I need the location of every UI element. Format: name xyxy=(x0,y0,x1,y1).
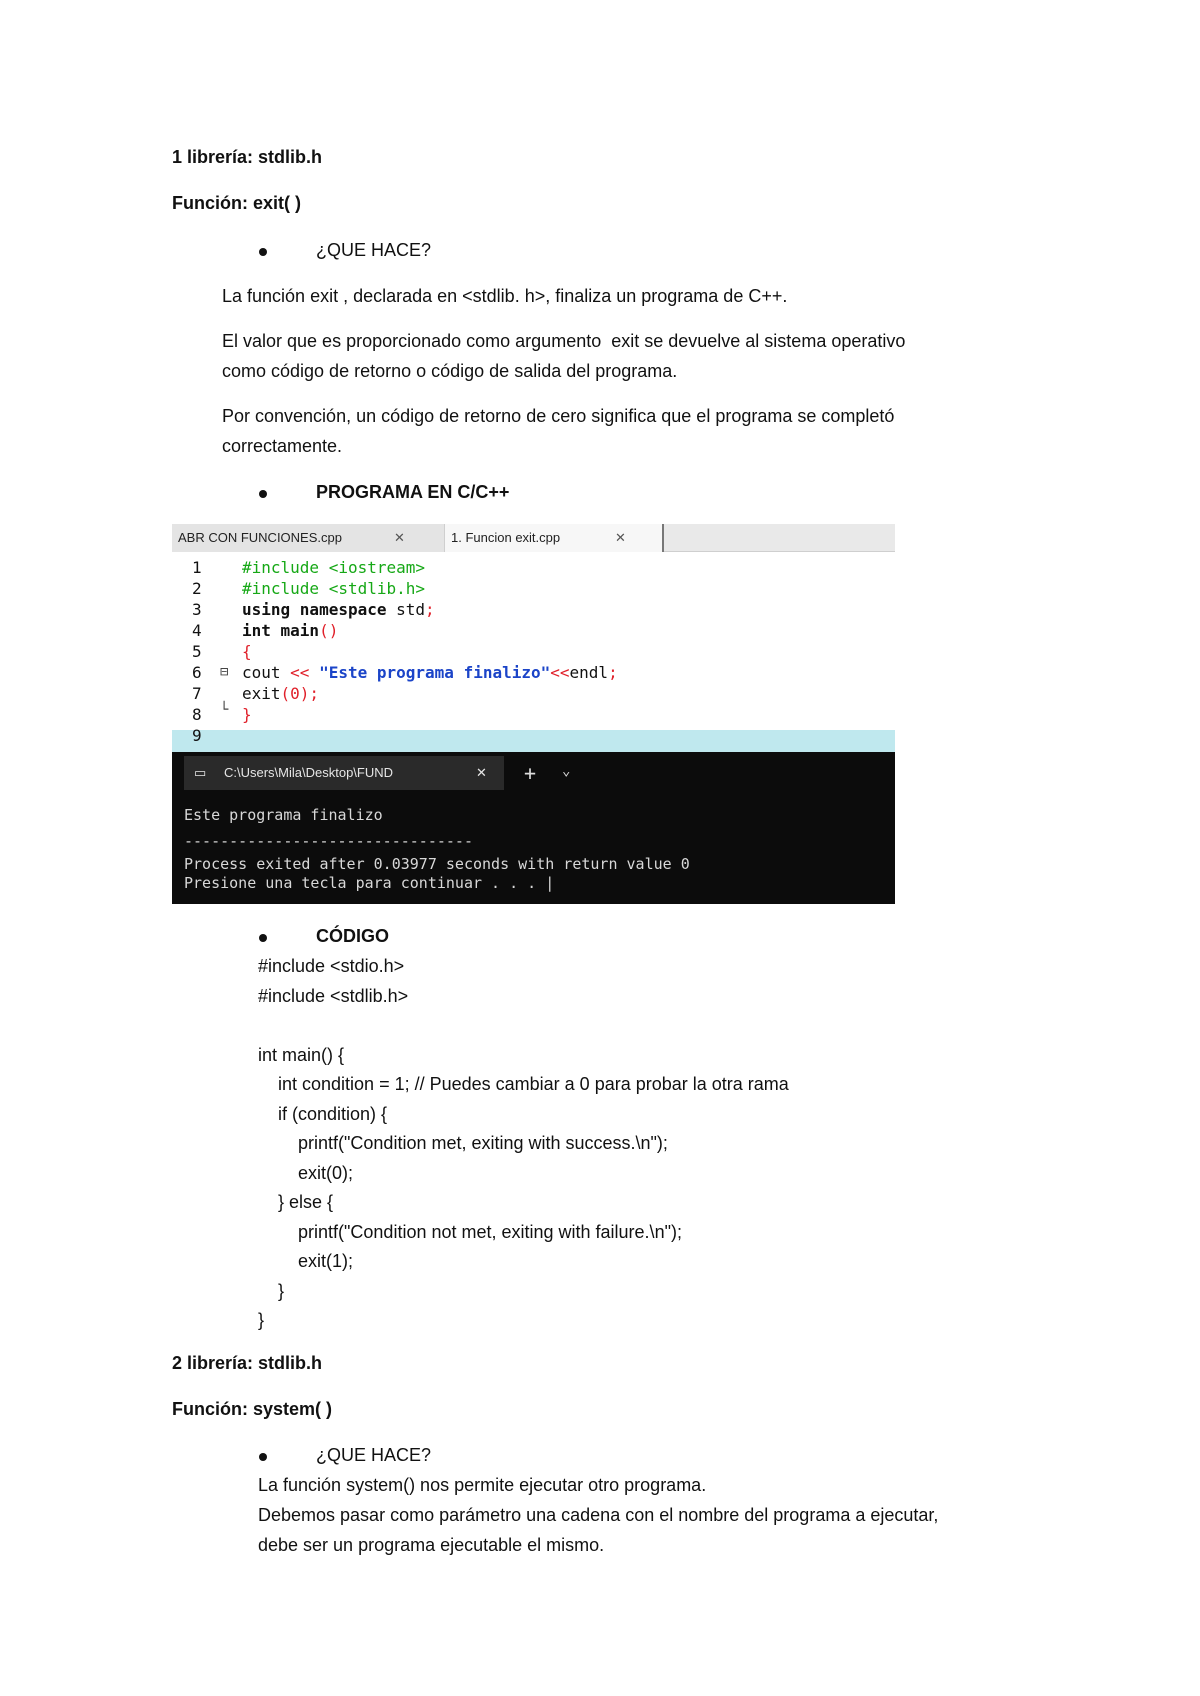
code-listing-line: exit(0); xyxy=(258,1162,354,1183)
line-number: 6 xyxy=(192,663,202,682)
line-number: 8 xyxy=(192,705,202,724)
line-number: 5 xyxy=(192,642,202,661)
code-token: } xyxy=(242,705,252,724)
section1-heading: 1 librería: stdlib.h xyxy=(172,147,323,167)
chevron-down-icon[interactable]: ⌄ xyxy=(562,763,571,779)
line-number: 7 xyxy=(192,684,202,703)
code-token: (0); xyxy=(280,684,320,703)
section1-paragraph-1: La función exit , declarada en <stdlib. h>, finaliza un programa de C++. xyxy=(222,286,788,306)
code-token: #include <stdlib.h> xyxy=(242,579,426,598)
code-listing-line: #include <stdio.h> xyxy=(258,956,405,976)
code-token: ; xyxy=(608,663,618,682)
code-line xyxy=(242,684,319,703)
code-token: << xyxy=(290,663,320,682)
code-listing-line: int main() { xyxy=(258,1044,345,1065)
section2-line-1: La función system() nos permite ejecutar otro programa. xyxy=(258,1475,707,1495)
code-listing-line: printf("Condition not met, exiting with failure.\n"); xyxy=(258,1221,682,1242)
code-line xyxy=(242,663,618,682)
bullet-dot xyxy=(259,934,267,942)
code-token: endl xyxy=(569,663,609,682)
fold-minus-icon[interactable]: ⊟ xyxy=(220,664,229,680)
line-number: 9 xyxy=(192,726,202,745)
code-listing-line: #include <stdlib.h> xyxy=(258,985,409,1006)
bullet-dot xyxy=(259,490,267,498)
ide-screenshot xyxy=(172,524,895,904)
code-line xyxy=(242,642,252,661)
code-token: { xyxy=(242,642,252,661)
code-token: ; xyxy=(425,600,435,619)
code-line xyxy=(242,558,425,577)
code-token: << xyxy=(550,663,570,682)
code-token: cout xyxy=(242,663,291,682)
section1-paragraph-2b: como código de retorno o código de salida del programa. xyxy=(222,361,678,381)
code-line xyxy=(242,705,252,724)
console-tab-title: C:\Users\Mila\Desktop\FUND xyxy=(224,765,394,780)
tab-label: 1. Funcion exit.cpp xyxy=(451,530,561,545)
section1-paragraph-2a: El valor que es proporcionado como argumento exit se devuelve al sistema operativo xyxy=(222,331,906,351)
section1-code-heading: CÓDIGO xyxy=(316,926,390,946)
tab-label: ABR CON FUNCIONES.cpp xyxy=(178,530,342,545)
close-icon[interactable]: ✕ xyxy=(615,530,626,545)
code-line xyxy=(242,621,338,640)
line-number: 2 xyxy=(192,579,202,598)
editor-tab-bar xyxy=(172,524,895,552)
section2-function: Función: system( ) xyxy=(172,1399,333,1419)
section1-paragraph-3b: correctamente. xyxy=(222,436,343,456)
section1-function: Función: exit( ) xyxy=(172,193,301,213)
code-token: using namespace xyxy=(242,600,397,619)
close-icon[interactable]: ✕ xyxy=(394,530,405,545)
code-line xyxy=(242,600,435,619)
code-token: #include <iostream> xyxy=(242,558,426,577)
line-number: 4 xyxy=(192,621,202,640)
code-listing-line: } xyxy=(258,1280,285,1301)
code-listing-line: if (condition) { xyxy=(258,1103,388,1124)
new-tab-plus-icon[interactable]: + xyxy=(524,761,537,785)
code-token: int main xyxy=(242,621,320,640)
line-number: 1 xyxy=(192,558,202,577)
close-icon[interactable]: ✕ xyxy=(476,765,487,780)
section1-program-heading: PROGRAMA EN C/C++ xyxy=(316,482,510,502)
section2-line-3: debe ser un programa ejecutable el mismo. xyxy=(258,1535,605,1555)
code-token: exit xyxy=(242,684,281,703)
tab-funcion-exit[interactable] xyxy=(444,524,664,552)
code-editor[interactable] xyxy=(172,552,895,752)
code-token: () xyxy=(319,621,339,640)
console-output-line: Process exited after 0.03977 seconds with return value 0 xyxy=(184,855,690,873)
terminal-icon: ▭ xyxy=(194,765,207,780)
code-token: "Este programa finalizo" xyxy=(319,663,551,682)
console-output-line: Presione una tecla para continuar . . . | xyxy=(184,874,555,892)
console-output-line: Este programa finalizo xyxy=(184,806,383,824)
console-window xyxy=(172,752,895,904)
section2-what-heading: ¿QUE HACE? xyxy=(316,1445,432,1465)
code-listing-line: printf("Condition met, exiting with success.\n"); xyxy=(258,1133,668,1153)
fold-end-icon: └ xyxy=(220,702,229,718)
console-divider: -------------------------------- xyxy=(184,832,473,850)
bullet-dot xyxy=(259,1453,267,1461)
code-listing-line: int condition = 1; // Puedes cambiar a 0 para probar la otra rama xyxy=(258,1074,789,1094)
code-listing-line: exit(1); xyxy=(258,1251,354,1271)
code-listing-line: } xyxy=(258,1310,265,1330)
console-tab[interactable] xyxy=(184,756,504,790)
code-token: std xyxy=(396,600,426,619)
section2-line-2: Debemos pasar como parámetro una cadena con el nombre del programa a ejecutar, xyxy=(258,1505,939,1525)
section2-heading: 2 librería: stdlib.h xyxy=(172,1353,323,1373)
line-number: 3 xyxy=(192,600,202,619)
bullet-dot xyxy=(259,248,267,256)
section1-paragraph-3a: Por convención, un código de retorno de cero significa que el programa se completó xyxy=(222,406,895,426)
code-listing-line: } else { xyxy=(258,1192,334,1212)
current-line-highlight xyxy=(172,730,895,752)
code-line xyxy=(242,579,425,598)
tab-abr-con-funciones[interactable] xyxy=(172,524,444,552)
section1-what-heading: ¿QUE HACE? xyxy=(316,240,432,260)
